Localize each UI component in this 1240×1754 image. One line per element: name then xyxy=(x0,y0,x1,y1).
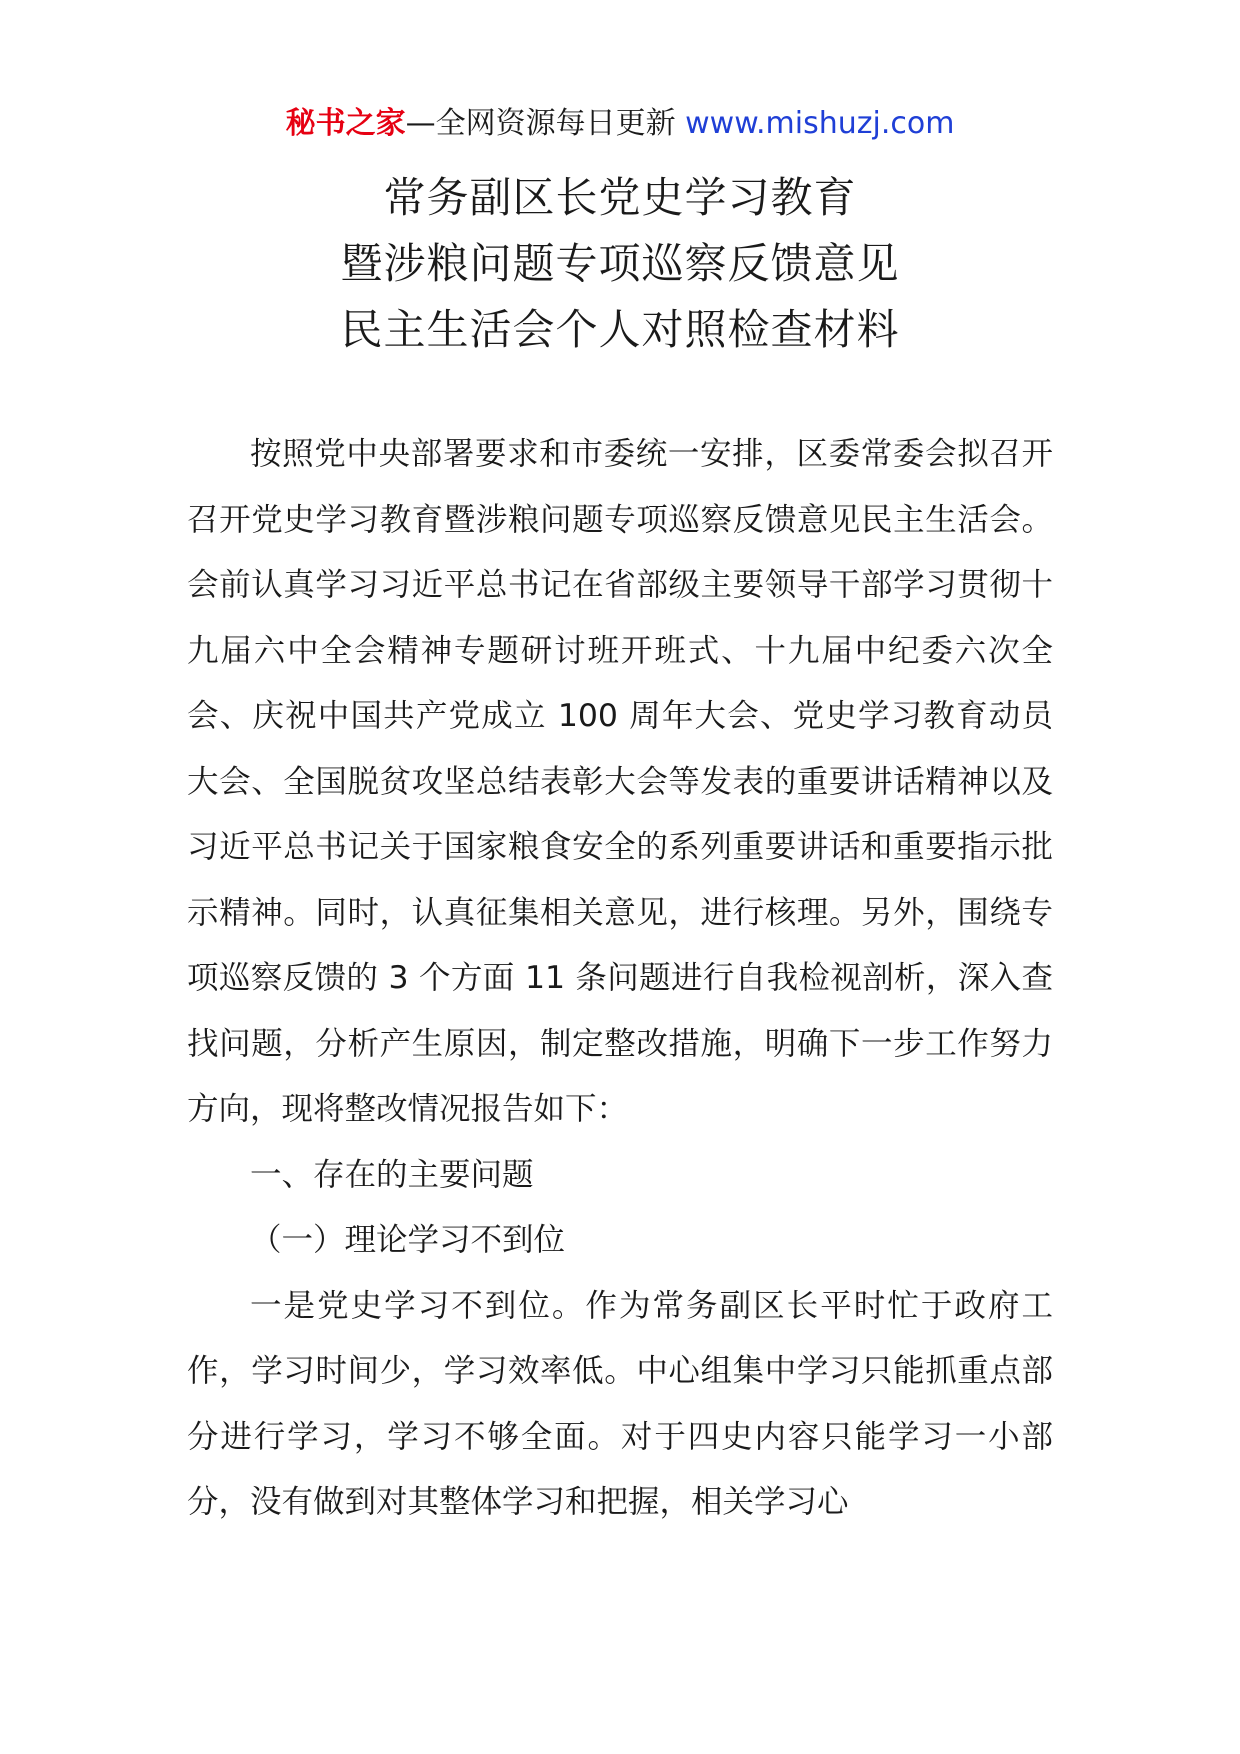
document-title xyxy=(0,165,1240,363)
point-paragraph: 一是党史学习不到位。作为常务副区长平时忙于政府工作，学习时间少，学习效率低。中心组集中学习只能抓重点部分进行学习，学习不够全面。对于四史内容只能学习一小部分，没有做到对其整体学习和把握，相关学习心 xyxy=(187,1287,1053,1520)
title-line-2: 暨涉粮问题专项巡察反馈意见 xyxy=(340,239,900,288)
subsection-heading: （一）理论学习不到位 xyxy=(250,1222,566,1258)
section-heading: 一、存在的主要问题 xyxy=(250,1156,534,1193)
intro-paragraph: 按照党中央部署要求和市委统一安排，区委常委会拟召开召开党史学习教育暨涉粮问题专项巡察反馈意见民主生活会。会前认真学习习近平总书记在省部级主要领导干部学习贯彻十九届六中全会精神专题研讨班开班式、十九届中纪委六次全会、庆祝中国共产党成立 100 周年大会、党史学习教育动员大会、全国脱贫攻坚总结表彰大会等发表的重要讲话精神以及习近平总书记关于国家粮食安全的系列重要讲话和重要指示批示精神。同时，认真征集相关意见，进行核理。另外，围绕专项巡察反馈的 3 个方面 11 条问题进行自我检视剖析，深入查找问题，分析产生原因，制定整改措施，明确下一步工作努力方向，现将整改情况报告如下： xyxy=(187,436,1053,1127)
title-line-3: 民主生活会个人对照检查材料 xyxy=(340,305,900,354)
title-line-1: 常务副区长党史学习教育 xyxy=(383,173,857,222)
site-url-link[interactable]: www.mishuzj.com xyxy=(685,106,955,141)
header-tagline: —全网资源每日更新 xyxy=(405,106,676,141)
document-body xyxy=(187,422,1053,1536)
site-header xyxy=(0,104,1240,144)
brand-name: 秘书之家 xyxy=(285,106,406,141)
